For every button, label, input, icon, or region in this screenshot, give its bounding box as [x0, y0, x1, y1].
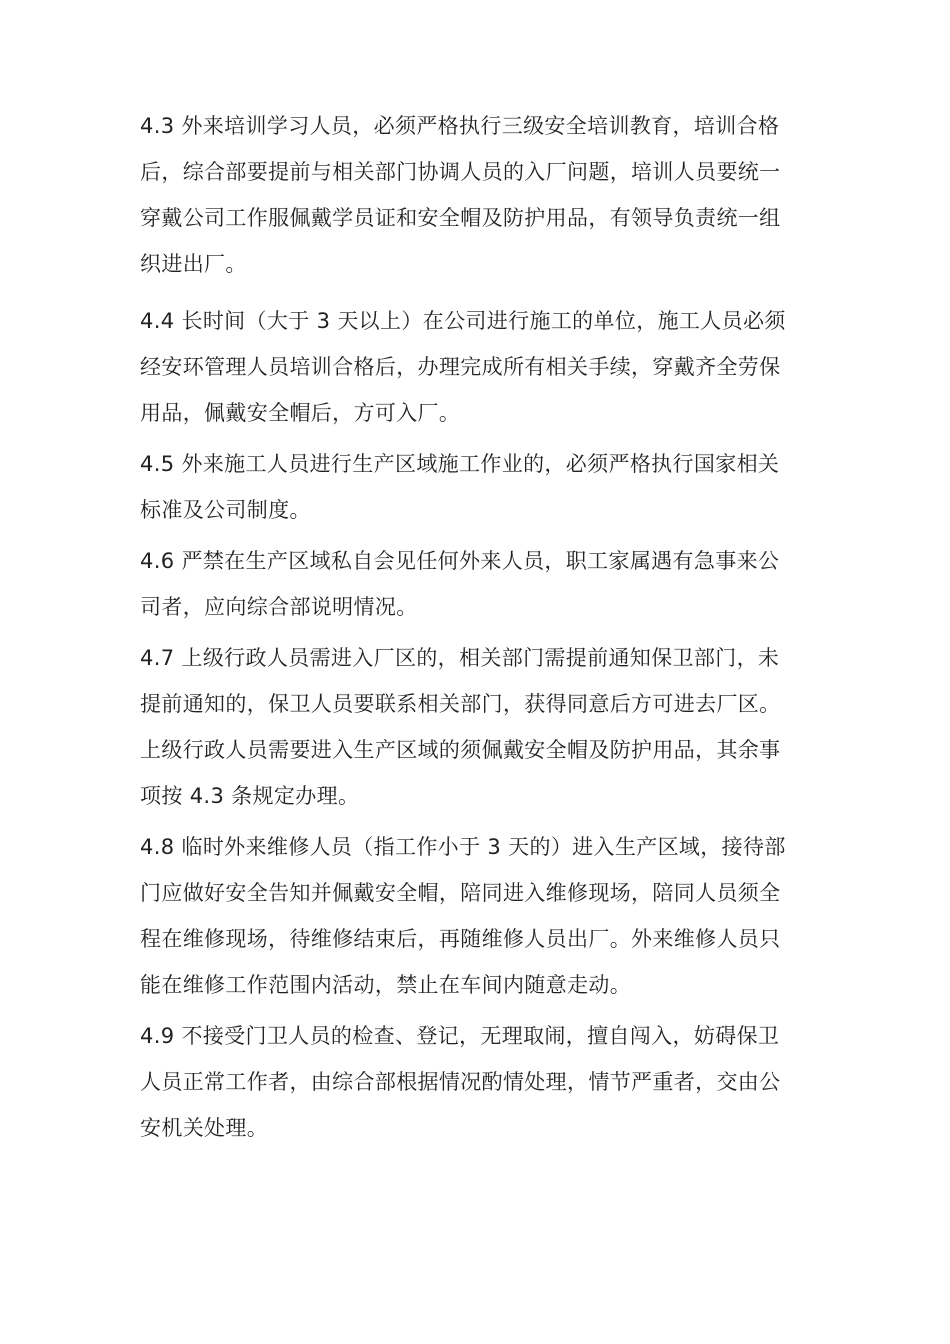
clause-4-8: 4.8 临时外来维修人员（指工作小于 3 天的）进入生产区域，接待部 门应做好安全告知并佩戴安全帽，陪同进入维修现场，陪同人员须全 程在维修现场，待维修结束后，再随维修人员出厂。外来维修人员只 能在维修工作范围内活动，禁止在车间内随意走动。: [140, 835, 786, 997]
clause-4-3: 4.3 外来培训学习人员，必须严格执行三级安全培训教育，培训合格 后，综合部要提前与相关部门协调人员的入厂问题，培训人员要统一 穿戴公司工作服佩戴学员证和安全帽及防护用品，有领导负责统一组 织进出厂。: [140, 114, 781, 276]
clause-4-5: 4.5 外来施工人员进行生产区域施工作业的，必须严格执行国家相关 标准及公司制度。: [140, 452, 780, 522]
clause-4-9: 4.9 不接受门卫人员的检查、登记，无理取闹，擅自闯入，妨碍保卫 人员正常工作者，由综合部根据情况酌情处理，情节严重者，交由公 安机关处理。: [140, 1024, 781, 1140]
clause-4-7: 4.7 上级行政人员需进入厂区的，相关部门需提前通知保卫部门，未 提前通知的，保卫人员要联系相关部门，获得同意后方可进去厂区。 上级行政人员需要进入生产区域的须佩戴安全帽及防护用品，其余事 项按 4.3 条规定办理。: [140, 646, 781, 808]
clause-4-4: 4.4 长时间（大于 3 天以上）在公司进行施工的单位，施工人员必须 经安环管理人员培训合格后，办理完成所有相关手续，穿戴齐全劳保 用品，佩戴安全帽后，方可入厂。: [140, 309, 786, 425]
clause-4-6: 4.6 严禁在生产区域私自会见任何外来人员，职工家属遇有急事来公 司者，应向综合部说明情况。: [140, 549, 780, 619]
document-page: [140, 103, 814, 1151]
